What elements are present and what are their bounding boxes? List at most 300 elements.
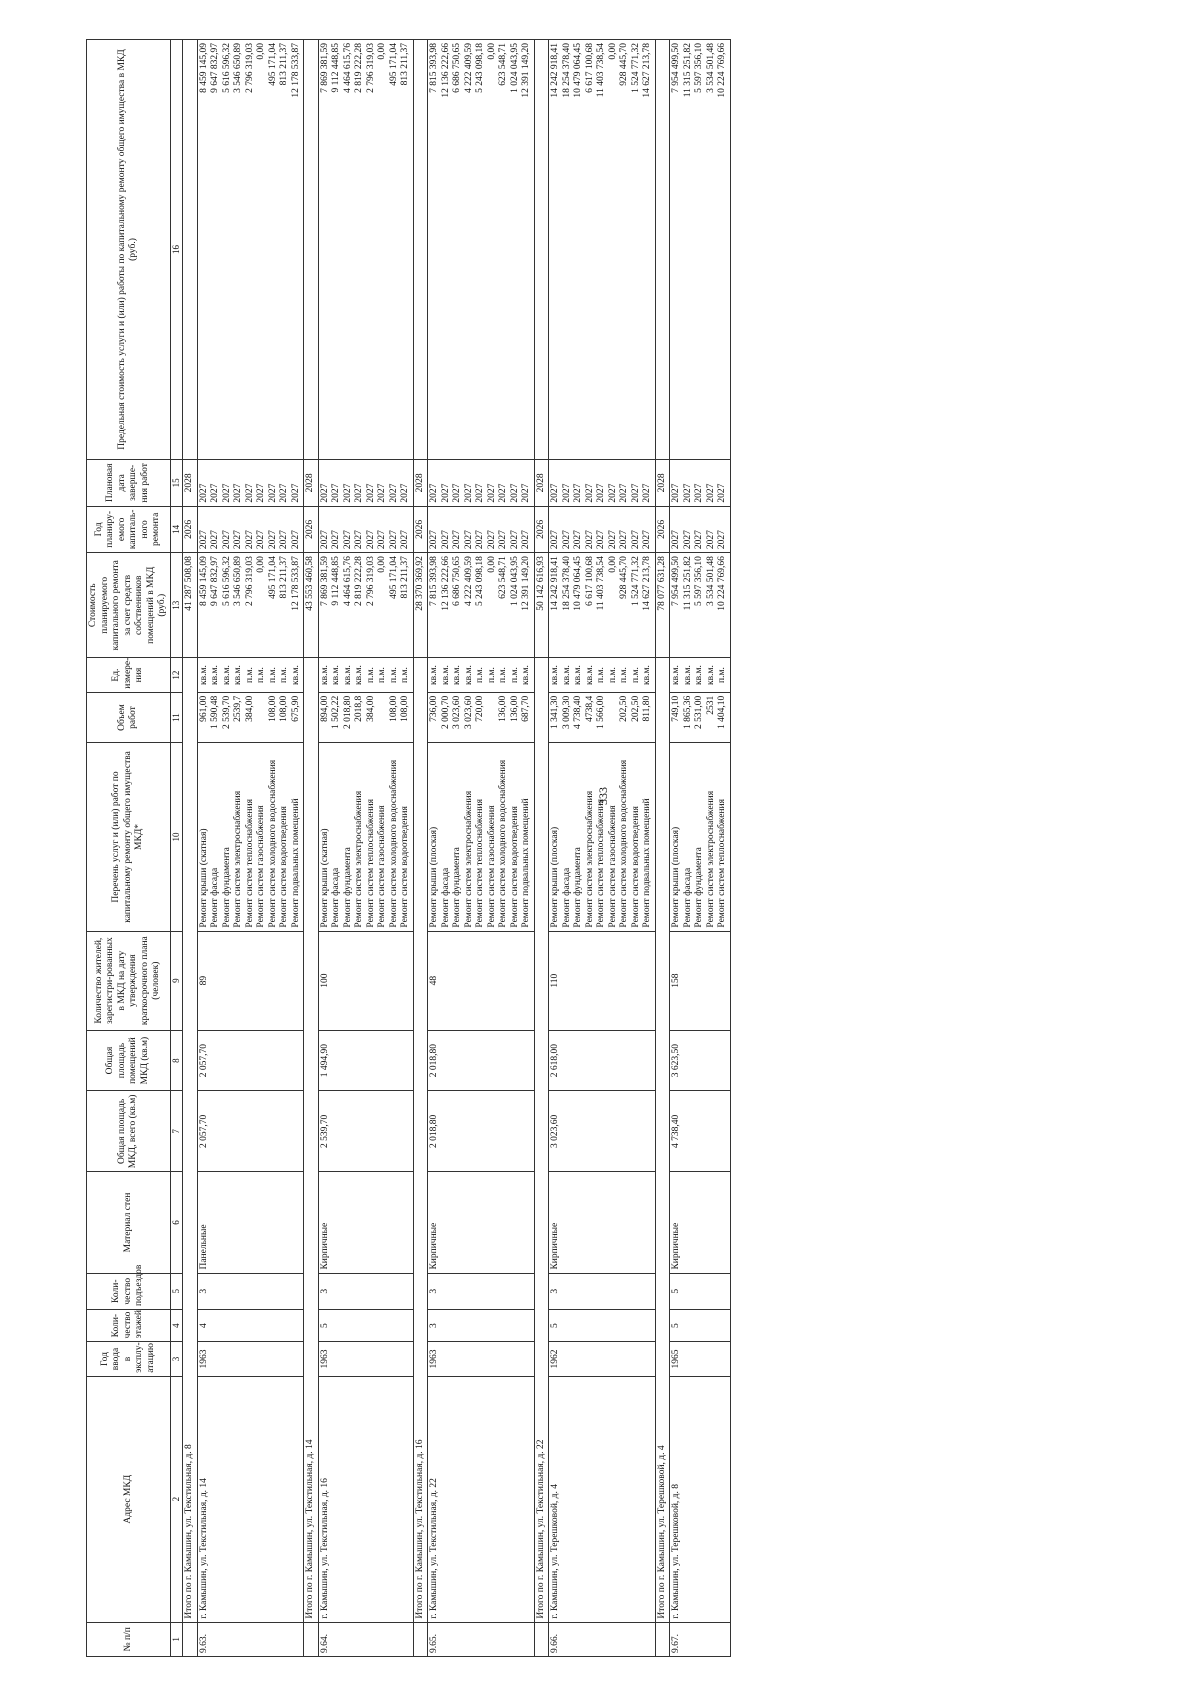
work-unit: кв.м.: [682, 665, 693, 686]
work-volume: 136,00: [509, 695, 520, 722]
work-year: 2027: [290, 530, 301, 550]
work-cost: 4 222 409,59: [463, 556, 474, 607]
row-number: 9.65.: [428, 1622, 535, 1656]
wall-material: Кирпичные: [318, 1172, 413, 1273]
work-name: Ремонт подвальных помещений: [290, 798, 301, 928]
work-cost: 0,00: [607, 556, 618, 573]
entrances: 3: [549, 1273, 656, 1309]
work-volume: 202,50: [630, 695, 641, 722]
work-date: 2027: [509, 483, 520, 503]
work-unit: п.м.: [256, 667, 266, 683]
work-cost: 10 479 064,45: [573, 556, 583, 611]
work-name-column: [428, 743, 535, 931]
column-number: 10: [170, 743, 183, 931]
work-cost: 8 459 145,09: [198, 556, 209, 607]
work-name: Ремонт систем теплоснабжения: [717, 799, 727, 928]
work-cost: 813 211,37: [279, 556, 289, 599]
work-volume: 2 018,80: [342, 695, 353, 730]
work-limit: 10 479 064,45: [573, 43, 583, 98]
work-volume: 384,00: [365, 695, 376, 722]
work-date: 2027: [279, 483, 289, 503]
header-residents: Количество жителей, зарегистри-рованных в МКД на дату утверждения краткосрочного плана (человек): [87, 931, 171, 1030]
work-limit: 5 616 596,32: [221, 43, 232, 93]
work-year: 2027: [619, 530, 629, 550]
work-volume: 2 531,00: [694, 695, 704, 730]
work-volume: 3 023,60: [452, 695, 462, 730]
work-unit: п.м.: [365, 667, 376, 683]
work-name: Ремонт систем электроснабжения: [463, 790, 474, 928]
header-entrances: Коли-чество подъездов: [87, 1273, 171, 1309]
work-cost: 12 391 149,20: [521, 556, 531, 611]
header-row: [87, 40, 171, 1657]
subtotal-date: 2028: [655, 460, 670, 507]
header-works: Перечень услуг и (или) работ по капитальному ремонту общего имущества МКД*: [87, 743, 171, 931]
work-name: Ремонт систем газоснабжения: [256, 805, 266, 928]
work-unit: кв.м.: [210, 665, 220, 686]
work-limit: 14 242 918,41: [550, 43, 560, 98]
subtotal-number-cell: [655, 1622, 670, 1656]
work-year: 2027: [509, 530, 520, 550]
subtotal-label: Итого по г. Камышин, ул. Терешковой, д. 4: [655, 658, 670, 1622]
work-year: 2027: [319, 530, 330, 550]
work-date: 2027: [331, 483, 341, 503]
work-year-column: [549, 506, 656, 553]
work-unit: кв.м.: [694, 665, 704, 686]
work-year: 2027: [365, 530, 376, 550]
work-cost: 3 546 650,89: [233, 556, 243, 607]
work-year: 2027: [342, 530, 353, 550]
subtotal-number-cell: [413, 1622, 428, 1656]
work-date: 2027: [452, 483, 462, 503]
work-limit: 12 136 222,66: [440, 43, 451, 98]
work-date: 2027: [642, 483, 652, 503]
subtotal-row: [655, 40, 670, 1657]
work-volume: 108,00: [279, 695, 289, 722]
work-limit: 1 524 771,32: [630, 43, 641, 93]
area-rooms: 1 494,90: [318, 1030, 413, 1091]
work-unit: п.м.: [509, 667, 520, 683]
work-limit: 3 534 501,48: [705, 43, 716, 93]
work-year-column: [670, 506, 731, 553]
building-row: [428, 40, 535, 1657]
work-year: 2027: [671, 530, 681, 550]
work-name: Ремонт крыши (плоская): [671, 826, 681, 928]
building-address: г. Камышин, ул. Терешковой, д. 4: [549, 1376, 656, 1622]
work-cost: 3 534 501,48: [705, 556, 716, 607]
work-name: Ремонт систем электроснабжения: [354, 790, 364, 928]
work-date: 2027: [561, 483, 572, 503]
work-volume: 2018,8: [354, 695, 364, 722]
header-year-built: Год ввода в эксплу-атацию: [87, 1342, 171, 1376]
subtotal-row: [534, 40, 549, 1657]
header-area-rooms: Общая площадь помещений МКД (кв.м): [87, 1030, 171, 1091]
work-volume: 108,00: [388, 695, 399, 722]
work-date: 2027: [550, 483, 560, 503]
column-number: 1: [170, 1622, 183, 1656]
work-volume: 894,00: [319, 695, 330, 722]
building-row: [318, 40, 413, 1657]
work-date: 2027: [244, 483, 255, 503]
area-total: 3 023,60: [549, 1091, 656, 1172]
subtotal-year: 2026: [304, 506, 319, 553]
work-date: 2027: [694, 483, 704, 503]
work-limit: 1 024 043,95: [509, 43, 520, 93]
work-volume: 108,00: [267, 695, 278, 722]
work-unit: п.м.: [279, 667, 289, 683]
work-cost: 0,00: [256, 556, 266, 573]
subtotal-number-cell: [183, 1622, 198, 1656]
column-number: 11: [170, 692, 183, 743]
work-date: 2027: [573, 483, 583, 503]
work-unit-column: [428, 658, 535, 692]
entrances: 5: [670, 1273, 731, 1309]
floors: 5: [318, 1309, 413, 1341]
work-name: Ремонт систем электроснабжения: [584, 790, 595, 928]
work-year: 2027: [440, 530, 451, 550]
work-name: Ремонт крыши (плоская): [550, 826, 560, 928]
work-volume-column: [428, 692, 535, 743]
work-unit: кв.м.: [705, 665, 716, 686]
work-date: 2027: [475, 483, 485, 503]
subtotal-date: 2028: [534, 460, 549, 507]
work-limit: 928 445,70: [619, 43, 629, 86]
residents: 89: [197, 931, 304, 1030]
work-date: 2027: [221, 483, 232, 503]
work-year: 2027: [561, 530, 572, 550]
work-name: Ремонт систем теплоснабжения: [475, 799, 485, 928]
work-unit: п.м.: [607, 667, 618, 683]
work-unit: п.м.: [475, 667, 485, 683]
work-limit: 18 254 378,40: [561, 43, 572, 98]
work-unit: кв.м.: [331, 665, 341, 686]
column-number: 16: [170, 40, 183, 460]
work-cost: 12 178 533,87: [290, 556, 301, 611]
header-wall-material: Материал стен: [87, 1172, 171, 1273]
work-volume: 3 009,30: [561, 695, 572, 730]
work-limit: 7 815 393,98: [429, 43, 439, 93]
work-name: Ремонт фундамента: [573, 847, 583, 928]
work-name: Ремонт систем холодного водоснабжения: [388, 759, 399, 928]
subtotal-year: 2026: [413, 506, 428, 553]
subtotal-year: 2026: [534, 506, 549, 553]
column-number: 4: [170, 1309, 183, 1341]
entrances: 3: [318, 1273, 413, 1309]
work-volume: [608, 696, 620, 740]
work-date: 2027: [630, 483, 641, 503]
work-name: Ремонт систем теплоснабжения: [365, 799, 376, 928]
work-limit: 11 403 738,54: [596, 43, 606, 98]
work-date: 2027: [705, 483, 716, 503]
work-volume: 2 000,70: [440, 695, 451, 730]
work-date: 2027: [498, 483, 508, 503]
subtotal-limit: [413, 40, 428, 460]
year-built: 1963: [197, 1342, 304, 1376]
work-date: 2027: [521, 483, 531, 503]
work-name: Ремонт систем газоснабжения: [377, 805, 387, 928]
work-year: 2027: [279, 530, 289, 550]
residents: 158: [670, 931, 731, 1030]
work-limit: 2 819 222,28: [354, 43, 364, 93]
work-limit: 8 459 145,09: [198, 43, 209, 93]
work-volume-column: [670, 692, 731, 743]
work-unit-column: [197, 658, 304, 692]
work-limit: 3 546 650,89: [233, 43, 243, 93]
work-date: 2027: [584, 483, 595, 503]
work-unit: п.м.: [498, 667, 508, 683]
subtotal-limit: [304, 40, 319, 460]
column-number: 14: [170, 506, 183, 553]
work-year: 2027: [452, 530, 462, 550]
work-unit: кв.м.: [198, 665, 209, 686]
work-volume: [487, 696, 499, 740]
work-year-column: [428, 506, 535, 553]
work-limit: 5 597 356,10: [694, 43, 704, 93]
work-unit: п.м.: [388, 667, 399, 683]
work-unit: кв.м.: [550, 665, 560, 686]
work-year: 2027: [198, 530, 209, 550]
work-cost: 623 548,71: [498, 556, 508, 599]
work-cost: 495 171,04: [388, 556, 399, 599]
work-volume: 720,00: [475, 695, 485, 722]
year-built: 1962: [549, 1342, 656, 1376]
work-name-column: [197, 743, 304, 931]
work-date: 2027: [596, 483, 606, 503]
work-year: 2027: [521, 530, 531, 550]
work-limit: 813 211,37: [400, 43, 410, 86]
work-unit: кв.м.: [319, 665, 330, 686]
work-name: Ремонт систем теплоснабжения: [244, 799, 255, 928]
column-number: 2: [170, 1376, 183, 1622]
subtotal-label: Итого по г. Камышин, ул. Текстильная, д. 8: [183, 658, 198, 1622]
work-year: 2027: [550, 530, 560, 550]
work-date-column: [197, 460, 304, 507]
residents: 48: [428, 931, 535, 1030]
work-unit: кв.м.: [561, 665, 572, 686]
header-cost: Стоимость планируемого капитального ремонта за счет средств собственников помещений в МКД (руб.): [87, 553, 171, 658]
work-name: Ремонт фундамента: [452, 847, 462, 928]
work-date: 2027: [440, 483, 451, 503]
work-limit: 495 171,04: [267, 43, 278, 86]
work-limit: 4 222 409,59: [463, 43, 474, 93]
column-number-row: [170, 40, 183, 1657]
work-name-column: [549, 743, 656, 931]
work-volume: 202,50: [619, 695, 629, 722]
work-name: Ремонт систем холодного водоснабжения: [619, 759, 629, 928]
work-limit: 9 647 832,97: [210, 43, 220, 93]
work-unit: п.м.: [400, 667, 410, 683]
subtotal-cost: 28 370 369,92: [413, 553, 428, 658]
work-name: Ремонт систем газоснабжения: [607, 805, 618, 928]
work-name: Ремонт систем холодного водоснабжения: [267, 759, 278, 928]
work-limit-column: [197, 40, 304, 460]
subtotal-limit: [534, 40, 549, 460]
work-cost: 11 403 738,54: [596, 556, 606, 611]
header-area-total: Общая площадь МКД, всего (кв.м): [87, 1091, 171, 1172]
subtotal-cost: 78 077 631,28: [655, 553, 670, 658]
work-volume: 811,80: [642, 695, 652, 722]
work-cost: 7 869 381,59: [319, 556, 330, 607]
header-address: Адрес МКД: [87, 1376, 171, 1622]
work-unit: кв.м.: [290, 665, 301, 686]
work-limit: 9 112 448,85: [331, 43, 341, 93]
work-limit-column: [318, 40, 413, 460]
residents: 110: [549, 931, 656, 1030]
work-name: Ремонт систем водоотведения: [630, 806, 641, 928]
work-name: Ремонт фасада: [440, 867, 451, 928]
wall-material: Кирпичные: [549, 1172, 656, 1273]
work-cost: 14 242 918,41: [550, 556, 560, 611]
row-number: 9.64.: [318, 1622, 413, 1656]
work-unit: кв.м.: [463, 665, 474, 686]
work-limit: 2 796 319,03: [244, 43, 255, 93]
work-date: 2027: [342, 483, 353, 503]
subtotal-year: 2026: [183, 506, 198, 553]
work-date-column: [670, 460, 731, 507]
area-rooms: 2 018,80: [428, 1030, 535, 1091]
work-volume: 1 865,36: [682, 695, 693, 730]
work-date: 2027: [429, 483, 439, 503]
subtotal-number-cell: [534, 1622, 549, 1656]
work-volume: 2539,7: [233, 695, 243, 722]
work-cost: 7 815 393,98: [429, 556, 439, 607]
work-name: Ремонт крыши (плоская): [429, 826, 439, 928]
year-built: 1963: [318, 1342, 413, 1376]
capital-repair-table: [86, 39, 731, 1657]
work-name: Ремонт систем холодного водоснабжения: [498, 759, 508, 928]
work-unit: кв.м.: [573, 665, 583, 686]
work-year: 2027: [429, 530, 439, 550]
work-unit-column: [670, 658, 731, 692]
subtotal-limit: [183, 40, 198, 460]
subtotal-row: [183, 40, 198, 1657]
work-year: 2027: [607, 530, 618, 550]
work-date: 2027: [210, 483, 220, 503]
work-unit: кв.м.: [342, 665, 353, 686]
work-year-column: [197, 506, 304, 553]
work-volume: 384,00: [244, 695, 255, 722]
area-total: 4 738,40: [670, 1091, 731, 1172]
work-limit: 12 178 533,87: [290, 43, 301, 98]
work-cost: 2 819 222,28: [354, 556, 364, 607]
work-date: 2027: [267, 483, 278, 503]
work-name: Ремонт крыши (скатная): [319, 828, 330, 928]
work-volume: 108,00: [400, 695, 410, 722]
work-volume: 1 502,22: [331, 695, 341, 730]
work-date: 2027: [400, 483, 410, 503]
column-number: 15: [170, 460, 183, 507]
work-name: Ремонт фасада: [331, 867, 341, 928]
work-date: 2027: [198, 483, 209, 503]
work-date: 2027: [319, 483, 330, 503]
work-year: 2027: [233, 530, 243, 550]
work-cost: 9 647 832,97: [210, 556, 220, 607]
work-cost: 6 617 100,68: [584, 556, 595, 607]
work-year: 2027: [267, 530, 278, 550]
work-year: 2027: [256, 530, 266, 550]
work-limit: 5 243 098,18: [475, 43, 485, 93]
subtotal-number-cell: [304, 1622, 319, 1656]
work-date: 2027: [607, 483, 618, 503]
work-name: Ремонт систем электроснабжения: [705, 790, 716, 928]
floors: 5: [670, 1309, 731, 1341]
building-address: г. Камышин, ул. Текстильная, д. 14: [197, 1376, 304, 1622]
work-date-column: [318, 460, 413, 507]
row-number: 9.66.: [549, 1622, 656, 1656]
work-unit: п.м.: [717, 667, 727, 683]
entrances: 3: [197, 1273, 304, 1309]
work-unit: кв.м.: [521, 665, 531, 686]
page-number: 333: [596, 787, 610, 805]
work-volume: 1 404,10: [717, 695, 727, 730]
work-volume: 961,00: [198, 695, 209, 722]
work-limit: 495 171,04: [388, 43, 399, 86]
work-volume-column: [549, 692, 656, 743]
work-date-column: [428, 460, 535, 507]
work-limit: 2 796 319,03: [365, 43, 376, 93]
work-cost-column: [197, 553, 304, 658]
work-year: 2027: [584, 530, 595, 550]
header-end-date: Плановая дата заверше-ния работ: [87, 460, 171, 507]
work-name: Ремонт крыши (скатная): [198, 828, 209, 928]
year-built: 1965: [670, 1342, 731, 1376]
work-unit: п.м.: [486, 667, 497, 683]
work-cost: 4 464 615,76: [342, 556, 353, 607]
column-number: 13: [170, 553, 183, 658]
work-date: 2027: [486, 483, 497, 503]
row-number: 9.63.: [197, 1622, 304, 1656]
work-limit: 7 869 381,59: [319, 43, 330, 93]
column-number: 3: [170, 1342, 183, 1376]
table-body: [183, 40, 731, 1657]
subtotal-cost: 43 553 460,58: [304, 553, 319, 658]
work-date: 2027: [354, 483, 364, 503]
work-name: Ремонт систем электроснабжения: [233, 790, 243, 928]
header-limit-cost: Предельная стоимость услуги и (или) работы по капитальному ремонту общего имущества в МКД (руб.): [87, 40, 171, 460]
work-unit: кв.м.: [440, 665, 451, 686]
work-name: Ремонт фасада: [682, 867, 693, 928]
column-number: 8: [170, 1030, 183, 1091]
work-date: 2027: [682, 483, 693, 503]
rotated-sheet: [86, 39, 1138, 1657]
work-name: Ремонт систем газоснабжения: [486, 805, 497, 928]
work-unit: кв.м.: [584, 665, 595, 686]
subtotal-row: [413, 40, 428, 1657]
work-unit: кв.м.: [354, 665, 364, 686]
work-date: 2027: [717, 483, 727, 503]
work-unit: кв.м.: [429, 665, 439, 686]
work-date: 2027: [388, 483, 399, 503]
work-volume: 3 023,60: [463, 695, 474, 730]
work-volume: 1 341,30: [550, 695, 560, 730]
work-unit: п.м.: [619, 667, 629, 683]
area-rooms: 2 057,70: [197, 1030, 304, 1091]
work-year: 2027: [400, 530, 410, 550]
work-limit: 11 315 251,82: [682, 43, 693, 98]
work-volume: 675,90: [290, 695, 301, 722]
work-year: 2027: [475, 530, 485, 550]
subtotal-cost: 41 287 508,08: [183, 553, 198, 658]
work-cost: 2 796 319,03: [244, 556, 255, 607]
work-unit: п.м.: [244, 667, 255, 683]
work-cost: 6 686 750,65: [452, 556, 462, 607]
work-volume: 136,00: [498, 695, 508, 722]
work-unit: кв.м.: [642, 665, 652, 686]
work-name: Ремонт фундамента: [342, 847, 353, 928]
area-total: 2 018,80: [428, 1091, 535, 1172]
work-cost: 10 224 769,66: [717, 556, 727, 611]
work-cost: 1 024 043,95: [509, 556, 520, 607]
work-year: 2027: [388, 530, 399, 550]
